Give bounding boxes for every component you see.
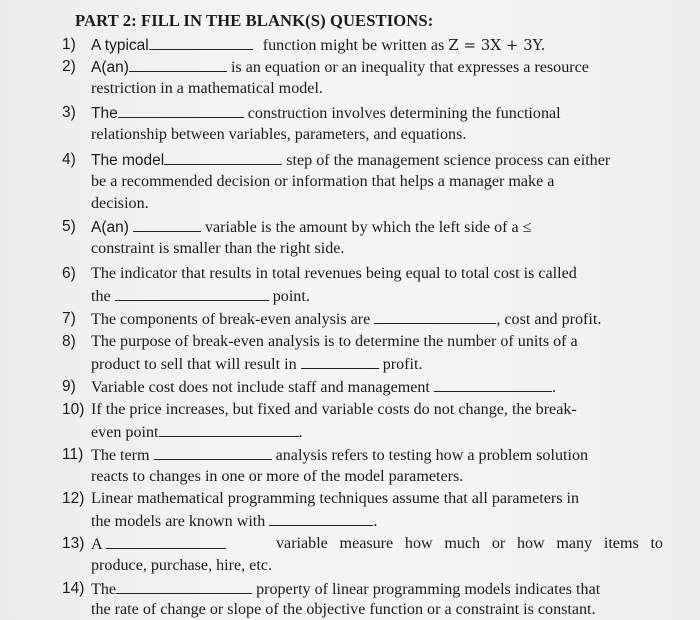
- question-number: 4): [62, 151, 76, 168]
- question-text: A(an): [91, 219, 129, 236]
- answer-blank[interactable]: [434, 377, 552, 392]
- answer-blank[interactable]: [154, 445, 272, 460]
- question-text: The model: [91, 152, 165, 169]
- question-9-line-1: [91, 377, 556, 398]
- question-11-line-2: reacts to changes in one or more of the model parameters.: [91, 468, 464, 485]
- question-number: 3): [62, 104, 76, 121]
- question-word: variable: [276, 535, 328, 552]
- question-10-line-1: If the price increases, but fixed and variable costs do not change, the break-: [91, 401, 577, 418]
- question-7-line-1: [91, 309, 601, 330]
- question-text: even point: [91, 424, 159, 441]
- question-word: many: [556, 535, 593, 552]
- answer-blank[interactable]: [116, 579, 252, 594]
- question-word: much: [444, 535, 481, 552]
- answer-blank[interactable]: [164, 150, 282, 165]
- answer-blank[interactable]: [301, 354, 379, 369]
- question-text: .: [373, 513, 378, 530]
- question-text: variable is the amount by which the left side of a ≤: [204, 219, 532, 236]
- question-word: or: [491, 535, 506, 552]
- question-3-line-1: [91, 103, 561, 124]
- question-text: profit.: [382, 356, 423, 373]
- question-text: The: [91, 105, 118, 122]
- answer-blank[interactable]: [133, 217, 201, 232]
- answer-blank[interactable]: [149, 35, 253, 50]
- question-word: how: [404, 535, 433, 552]
- answer-blank[interactable]: [374, 309, 496, 324]
- question-12-line-1: Linear mathematical programming techniques assume that all parameters in: [91, 490, 579, 507]
- question-number: 1): [62, 36, 76, 53]
- question-4-line-3: decision.: [91, 195, 149, 212]
- question-6-line-1: The indicator that results in total revenues being equal to total cost is called: [91, 265, 577, 282]
- question-6-line-2: [91, 286, 310, 307]
- question-13-line-1-start: [91, 534, 226, 555]
- question-13-line-2: produce, purchase, hire, etc.: [91, 557, 272, 574]
- question-word: to: [650, 535, 663, 552]
- question-text: the: [91, 288, 111, 305]
- question-10-line-2: [91, 422, 303, 443]
- question-13-line-1-words: [276, 534, 663, 554]
- question-word: measure: [339, 535, 394, 552]
- question-4-line-2: be a recommended decision or information that helps a manager make a: [91, 173, 555, 190]
- answer-blank[interactable]: [106, 534, 226, 549]
- question-text: Variable cost does not include staff and management: [91, 379, 430, 396]
- answer-blank[interactable]: [159, 422, 299, 437]
- question-number: 5): [62, 218, 76, 235]
- question-number: 8): [62, 333, 76, 350]
- question-5-line-2: constraint is smaller than the right side.: [91, 240, 345, 257]
- question-text: .: [298, 424, 303, 441]
- question-2-line-1: [91, 57, 589, 78]
- question-text: step of the management science process can either: [286, 152, 611, 169]
- question-number: 2): [62, 58, 76, 75]
- question-text: A(an): [91, 59, 129, 76]
- question-text: property of linear programming models indicates that: [256, 581, 601, 598]
- question-number: 10): [62, 401, 85, 418]
- question-text: the models are known with: [91, 513, 266, 530]
- question-text: analysis refers to testing how a problem solution: [275, 447, 589, 464]
- question-number: 13): [62, 535, 85, 552]
- answer-blank[interactable]: [115, 286, 269, 301]
- question-word: how: [516, 535, 545, 552]
- question-text: .: [551, 379, 556, 396]
- answer-blank[interactable]: [269, 511, 373, 526]
- question-number: 11): [62, 446, 84, 463]
- question-number: 9): [62, 378, 76, 395]
- question-text: is an equation or an inequality that expresses a resource: [230, 59, 589, 76]
- question-14-line-2: the rate of change or slope of the objective function or a constraint is constant.: [91, 601, 596, 618]
- question-text: The: [91, 581, 117, 598]
- question-text: point.: [272, 288, 310, 305]
- question-2-line-2: restriction in a mathematical model.: [91, 80, 323, 97]
- section-title: PART 2: FILL IN THE BLANK(S) QUESTIONS:: [75, 11, 434, 30]
- question-text: A typical: [91, 37, 149, 54]
- question-5-line-1: [91, 217, 532, 238]
- question-text: product to sell that will result in: [91, 356, 297, 373]
- question-number: 6): [62, 265, 76, 282]
- question-number: 14): [62, 580, 85, 597]
- question-text: A: [91, 536, 102, 553]
- question-8-line-1: The purpose of break-even analysis is to determine the number of units of a: [91, 333, 578, 350]
- question-1-line-1: [91, 35, 545, 56]
- question-8-line-2: [91, 354, 422, 375]
- question-14-line-1: [91, 579, 600, 600]
- question-4-line-1: [91, 150, 610, 171]
- question-text: construction involves determining the functional: [247, 105, 561, 122]
- question-3-line-2: relationship between variables, parameters, and equations.: [91, 126, 467, 143]
- question-12-line-2: [91, 511, 377, 532]
- question-text: , cost and profit.: [496, 311, 602, 328]
- question-number: 7): [62, 310, 76, 327]
- answer-blank[interactable]: [118, 103, 244, 118]
- question-11-line-1: [91, 445, 588, 466]
- question-word: items: [603, 535, 639, 552]
- answer-blank[interactable]: [129, 57, 227, 72]
- question-number: 12): [62, 490, 85, 507]
- question-text: The term: [91, 447, 150, 464]
- question-text: The components of break-even analysis are: [91, 311, 371, 328]
- question-text: function might be written as: [262, 37, 445, 54]
- formula: Z = 3X + 3Y.: [448, 36, 546, 54]
